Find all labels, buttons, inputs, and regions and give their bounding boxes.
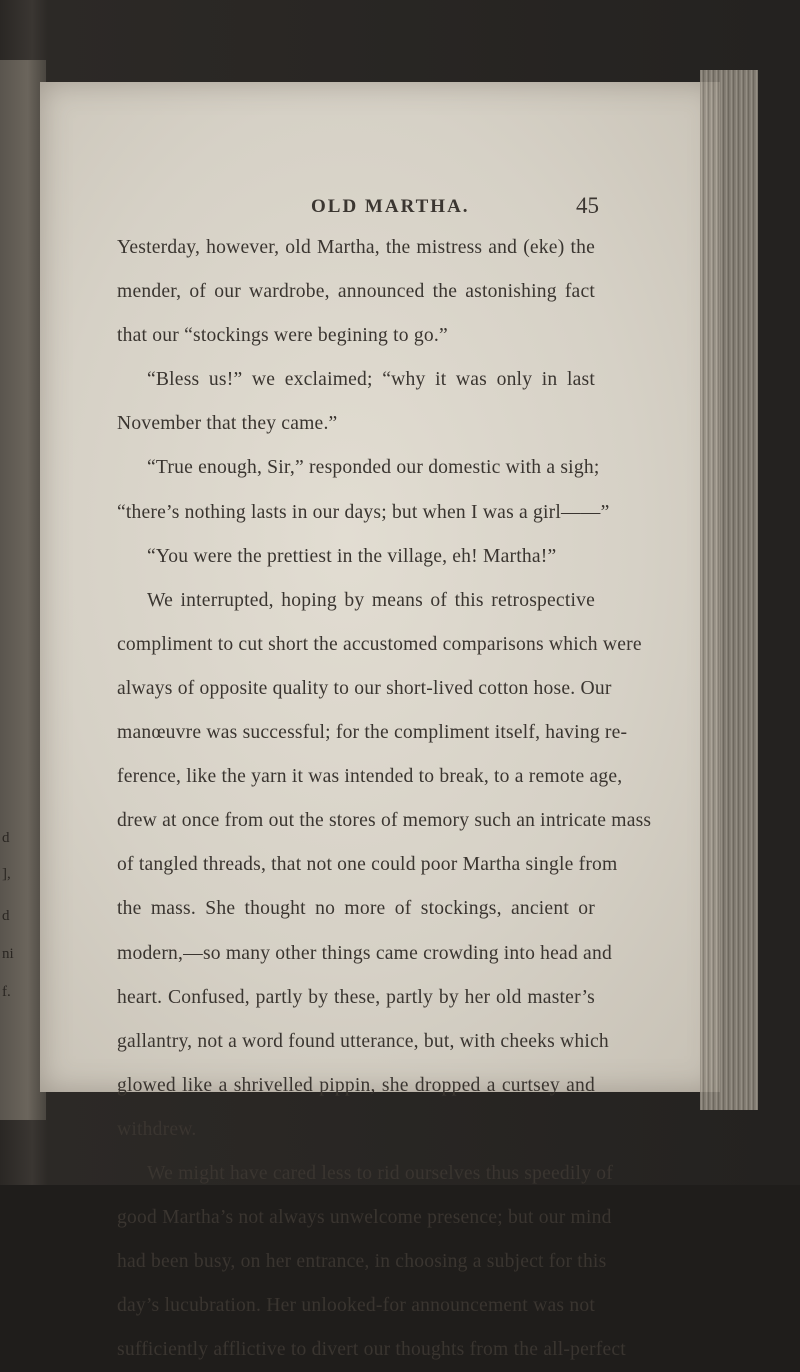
text-line: ference, like the yarn it was intended to break, to a remote age, [117,766,623,788]
text-line: day’s lucubration. Her unlooked-for announcement was not [117,1295,595,1317]
text-line: We might have cared less to rid ourselves thus speedily of [147,1162,614,1184]
text-line: heart. Confused, partly by these, partly by her old master’s [117,986,595,1008]
previous-page-fragment: d [2,830,10,846]
page-fore-edge [700,70,758,1110]
text-line: sufficiently afflictive to divert our thoughts from the all-perfect [117,1339,626,1361]
text-line: had been busy, on her entrance, in choosing a subject for this [117,1251,607,1273]
text-line: modern,—so many other things came crowding into head and [117,942,612,964]
text-line: gallantry, not a word found utterance, but, with cheeks which [117,1030,609,1052]
previous-page-fragment: f. [2,984,11,1000]
previous-page-fragment: d [2,908,10,924]
text-line: drew at once from out the stores of memory such an intricate mass [117,810,652,832]
text-line: withdrew. [117,1118,197,1140]
text-line: mender, of our wardrobe, announced the astonishing fact [117,281,595,303]
body-text [117,226,652,1372]
text-line: always of opposite quality to our short-lived cotton hose. Our [117,677,612,699]
previous-page-fragment: ], [2,866,11,882]
text-line: “there’s nothing lasts in our days; but when I was a girl——” [117,501,610,523]
text-line: November that they came.” [117,413,338,435]
previous-page-fragment: ni [2,946,14,962]
page-number: 45 [576,193,599,218]
text-line: “You were the prettiest in the village, eh! Martha!” [147,545,557,567]
text-line: manœuvre was successful; for the compliment itself, having re- [117,722,628,744]
text-line: of tangled threads, that not one could poor Martha single from [117,854,618,876]
text-line: Yesterday, however, old Martha, the mistress and (eke) the [117,237,595,258]
text-line: that our “stockings were begining to go.” [117,325,448,347]
text-line: glowed like a shrivelled pippin, she dropped a curtsey and [117,1074,595,1096]
running-title: OLD MARTHA. [311,196,470,217]
text-line: “Bless us!” we exclaimed; “why it was only in last [147,369,595,391]
text-line: We interrupted, hoping by means of this retrospective [147,589,595,611]
text-line: the mass. She thought no more of stockings, ancient or [117,898,595,920]
text-line: compliment to cut short the accustomed comparisons which were [117,633,642,655]
text-line: “True enough, Sir,” responded our domestic with a sigh; [147,457,600,479]
text-line: good Martha’s not always unwelcome presence; but our mind [117,1207,612,1229]
